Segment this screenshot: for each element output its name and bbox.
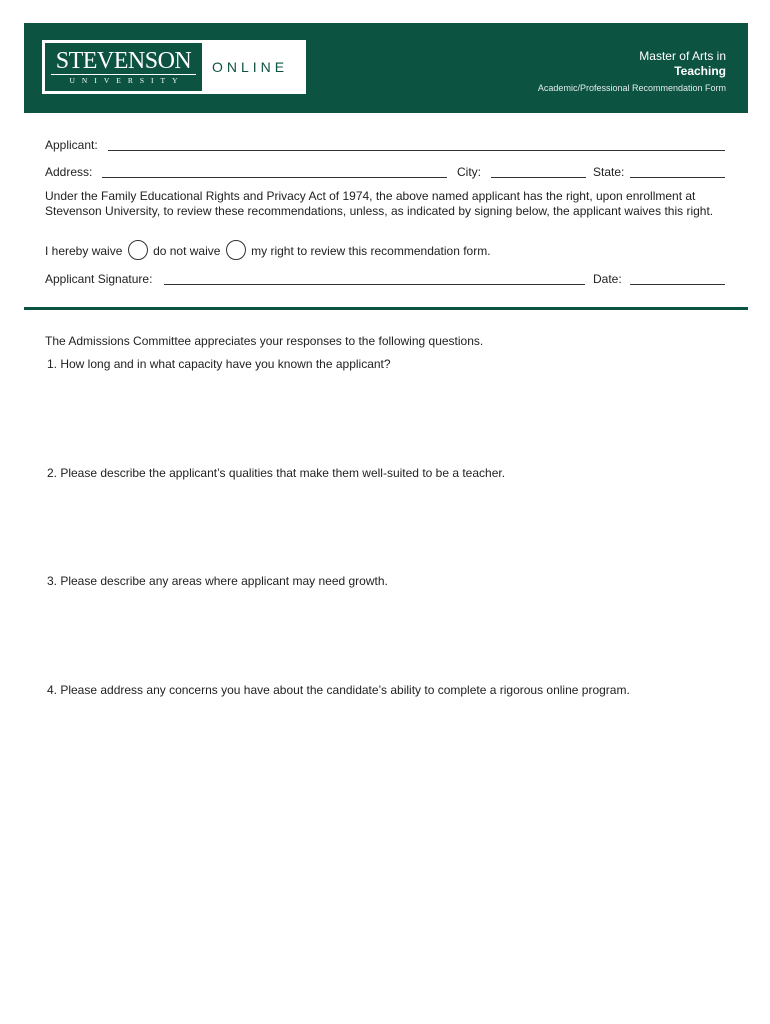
city-field[interactable] <box>491 165 586 178</box>
signature-label: Applicant Signature: <box>45 272 153 286</box>
degree-title: Master of Arts in <box>639 49 726 63</box>
question-2: 2. Please describe the applicant’s qualities that make them well-suited to be a teacher. <box>47 466 506 480</box>
applicant-label: Applicant: <box>45 138 98 152</box>
waive-radio[interactable] <box>128 240 148 260</box>
waive-suffix: my right to review this recommendation form. <box>251 244 491 259</box>
logo-mark <box>45 43 202 91</box>
state-label: State: <box>593 165 625 179</box>
logo-name: STEVENSON <box>55 48 192 74</box>
state-field[interactable] <box>630 165 725 178</box>
question-4: 4. Please address any concerns you have about the candidate’s ability to complete a rigorous online program. <box>47 683 630 697</box>
logo-rule <box>51 74 196 75</box>
question-3: 3. Please describe any areas where applicant may need growth. <box>47 574 388 588</box>
not-waive-label: do not waive <box>153 244 221 259</box>
program-title: Teaching <box>674 64 726 78</box>
form-name: Academic/Professional Recommendation Form <box>537 83 726 93</box>
question-1: 1. How long and in what capacity have you known the applicant? <box>47 357 391 371</box>
section-divider <box>24 307 748 310</box>
date-field[interactable] <box>630 272 725 285</box>
logo-online: ONLINE <box>212 59 289 75</box>
questions-intro: The Admissions Committee appreciates your responses to the following questions. <box>45 334 484 348</box>
header-title-block <box>538 49 726 94</box>
university-logo <box>42 40 306 94</box>
form-header <box>24 23 748 113</box>
ferpa-notice: Under the Family Educational Rights and Privacy Act of 1974, the above named applicant has the right, upon enrollment at Stevenson University, to review these recommendations, unless, as indicated by signing below, the applicant waives this right. <box>45 189 714 218</box>
date-label: Date: <box>593 272 622 286</box>
signature-field[interactable] <box>164 272 585 285</box>
not-waive-radio[interactable] <box>226 240 246 260</box>
waive-prefix: I hereby waive <box>45 244 123 259</box>
applicant-field[interactable] <box>108 138 725 151</box>
logo-subtitle: UNIVERSITY <box>69 76 185 85</box>
city-label: City: <box>457 165 481 179</box>
waive-line <box>45 242 491 262</box>
address-field[interactable] <box>102 165 447 178</box>
address-label: Address: <box>45 165 93 179</box>
